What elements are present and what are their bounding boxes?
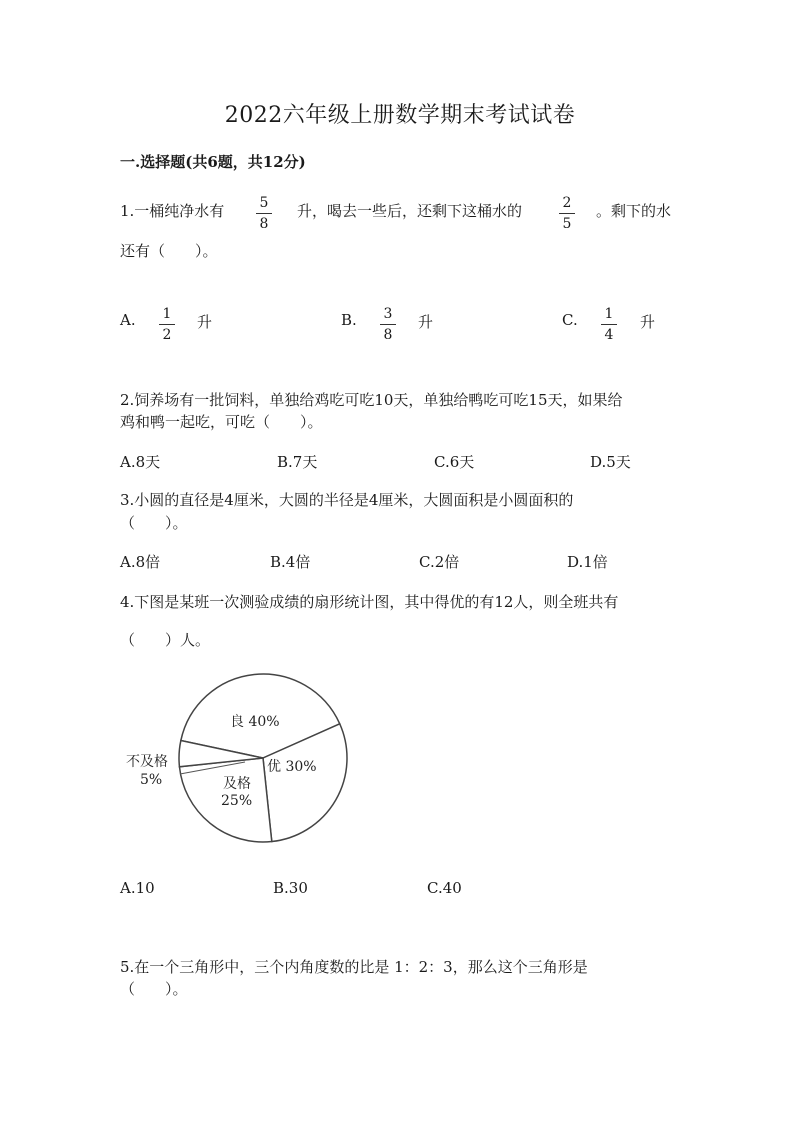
q1-option-a-fraction (156, 306, 178, 343)
q1-stem-line2: 还有（ ）。 (120, 242, 218, 260)
q4-option-c: C.40 (427, 879, 462, 897)
fraction-bar (159, 324, 175, 325)
q1-option-c-denominator: 4 (604, 327, 614, 343)
slice-label-jige: 及格 (223, 776, 251, 792)
q1-option-c-unit: 升 (640, 313, 656, 331)
q1-option-a-unit: 升 (197, 313, 213, 331)
q1-stem-part1: 1.一桶纯净水有 (120, 202, 225, 220)
q1-option-b-numerator: 3 (383, 306, 393, 322)
q1-fraction-1-numerator: 5 (259, 195, 269, 211)
q1-option-b-unit: 升 (418, 313, 434, 331)
slice-label-you: 优 30% (267, 759, 317, 775)
q1-fraction-2 (556, 195, 578, 232)
pie-chart (110, 670, 370, 845)
q1-option-c-numerator: 1 (604, 306, 614, 322)
section-heading: 一.选择题(共6题，共12分) (120, 153, 306, 171)
q1-option-b-denominator: 8 (383, 327, 393, 343)
q2-option-d: D.5天 (590, 453, 631, 471)
q3-option-d: D.1倍 (567, 553, 608, 571)
slice-label-liang: 良 40% (230, 714, 280, 730)
q4-stem-line1: 4.下图是某班一次测验成绩的扇形统计图，其中得优的有12人，则全班共有 (120, 593, 619, 611)
q2-stem-line2: 鸡和鸭一起吃，可吃（ ）。 (120, 413, 323, 431)
q5-stem-line1: 5.在一个三角形中，三个内角度数的比是 1：2：3，那么这个三角形是 (120, 958, 588, 976)
q4-option-a: A.10 (120, 879, 155, 897)
q1-fraction-2-numerator: 2 (562, 195, 572, 211)
slice-label-bujige: 不及格 (126, 754, 168, 770)
q1-fraction-2-denominator: 5 (562, 216, 572, 232)
q3-option-b: B.4倍 (270, 553, 311, 571)
fraction-bar (380, 324, 396, 325)
q1-stem-part2: 升，喝去一些后，还剩下这桶水的 (297, 202, 523, 220)
pie-slices (179, 674, 347, 842)
q2-stem-line1: 2.饲养场有一批饲料，单独给鸡吃可吃10天，单独给鸭吃可吃15天，如果给 (120, 391, 623, 409)
q1-fraction-1 (253, 195, 275, 232)
fraction-bar (559, 213, 575, 214)
q2-option-b: B.7天 (277, 453, 318, 471)
q3-stem-line2: （ ）。 (120, 514, 188, 532)
q1-fraction-1-denominator: 8 (259, 216, 269, 232)
slice-value-bujige: 5% (140, 772, 163, 788)
q1-stem-part3: 。剩下的水 (596, 202, 672, 220)
q3-option-a: A.8倍 (120, 553, 161, 571)
q1-option-c-letter: C. (562, 311, 578, 329)
q3-stem-line1: 3.小圆的直径是4厘米，大圆的半径是4厘米，大圆面积是小圆面积的 (120, 491, 574, 509)
q2-option-a: A.8天 (120, 453, 161, 471)
q1-option-a-letter: A. (120, 311, 136, 329)
q1-option-c-fraction (598, 306, 620, 343)
page-title: 2022六年级上册数学期末考试试卷 (224, 103, 576, 128)
q1-option-b-letter: B. (341, 311, 357, 329)
fraction-bar (601, 324, 617, 325)
q1-option-a-numerator: 1 (162, 306, 172, 322)
q3-option-c: C.2倍 (419, 553, 460, 571)
q2-option-c: C.6天 (434, 453, 475, 471)
q4-option-b: B.30 (273, 879, 308, 897)
fraction-bar (256, 213, 272, 214)
q5-stem-line2: （ ）。 (120, 980, 188, 998)
q4-stem-line2: （ ）人。 (120, 631, 211, 649)
q1-option-b-fraction (377, 306, 399, 343)
q1-option-a-denominator: 2 (162, 327, 172, 343)
slice-value-jige: 25% (221, 793, 253, 809)
